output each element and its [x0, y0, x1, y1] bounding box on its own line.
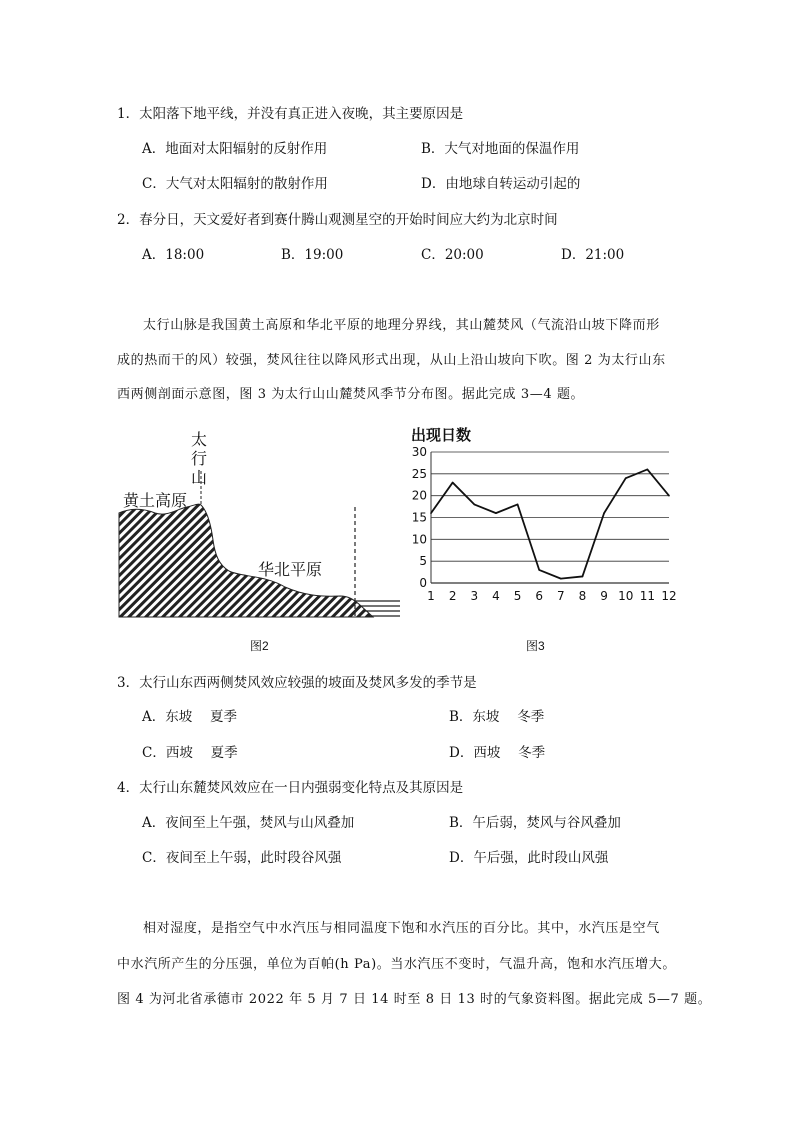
data-point-3: [473, 504, 475, 506]
data-point-8: [582, 576, 584, 578]
chart-title: 出现日数: [411, 426, 472, 444]
passage2-line-1: 相对湿度，是指空气中水汽压与相同温度下饱和水汽压的百分比。其中，水汽压是空气: [143, 921, 660, 936]
data-point-4: [495, 512, 497, 514]
q4-option-a: A．夜间至上午强，焚风与山风叠加: [142, 815, 355, 831]
q3-stem: 3．太行山东西两侧焚风效应较强的坡面及焚风多发的季节是: [117, 675, 477, 691]
data-point-1: [430, 512, 432, 514]
q1-option-b: B．大气对地面的保温作用: [421, 141, 580, 157]
y-tick-label-5: 5: [419, 554, 427, 569]
x-tick-label-10: 10: [618, 589, 634, 603]
x-tick-label-1: 1: [427, 589, 435, 603]
q1-stem: 1．太阳落下地平线，并没有真正进入夜晚，其主要原因是: [117, 106, 464, 122]
x-tick-label-6: 6: [535, 589, 544, 603]
label-plain: 华北平原: [258, 560, 323, 579]
terrain-profile: [119, 504, 373, 617]
data-point-12: [668, 495, 670, 497]
q4-option-c: C．夜间至上午弱，此时段谷风强: [142, 850, 342, 866]
q1-option-a: A．地面对太阳辐射的反射作用: [142, 141, 328, 157]
passage1-line-2: 成的热而干的风）较强，焚风往往以降风形式出现，从山上沿山坡向下吹。图 2 为太行山东: [117, 353, 666, 368]
data-point-6: [538, 569, 540, 571]
q4-option-d: D．午后强，此时段山风强: [449, 850, 609, 866]
q1-option-c: C．大气对太阳辐射的散射作用: [142, 176, 328, 192]
data-point-10: [625, 477, 627, 479]
q3-option-c: C．西坡 夏季: [142, 745, 238, 761]
passage2-line-2: 中水汽所产生的分压强，单位为百帕(h Pa)。当水汽压不变时，气温升高，饱和水汽压增大。: [117, 957, 676, 972]
x-tick-label-4: 4: [492, 589, 500, 603]
label-plateau: 黄土高原: [123, 491, 188, 510]
data-point-9: [603, 512, 605, 514]
data-point-2: [452, 482, 454, 484]
passage2-line-3: 图 4 为河北省承德市 2022 年 5 月 7 日 14 时至 8 日 13 时的气象资料图。据此完成 5—7 题。: [117, 992, 712, 1007]
data-point-11: [647, 469, 649, 471]
label-mountain-char-1: 太: [191, 430, 208, 449]
x-tick-label-2: 2: [448, 589, 457, 603]
q2-option-b: B．19:00: [281, 247, 344, 263]
passage1-line-3: 西两侧剖面示意图，图 3 为太行山山麓焚风季节分布图。据此完成 3—4 题。: [117, 387, 585, 402]
series-line: [431, 469, 669, 578]
figure-2-cross-section: [115, 425, 405, 625]
figure-2-caption: 图2: [250, 639, 269, 653]
figure-3-line-chart: [405, 422, 695, 607]
q2-option-c: C．20:00: [421, 247, 484, 263]
q3-option-a: A．东坡 夏季: [142, 709, 238, 725]
q2-stem: 2．春分日，天文爱好者到赛什腾山观测星空的开始时间应大约为北京时间: [117, 212, 558, 228]
x-tick-label-12: 12: [661, 589, 677, 603]
q4-option-b: B．午后弱，焚风与谷风叠加: [449, 815, 621, 831]
y-tick-label-30: 30: [411, 445, 427, 459]
x-tick-label-5: 5: [513, 589, 522, 603]
passage1-line-1: 太行山脉是我国黄土高原和华北平原的地理分界线，其山麓焚风（气流沿山坡下降而形: [143, 318, 660, 333]
y-tick-label-10: 10: [411, 532, 427, 547]
figure-3-caption: 图3: [526, 639, 545, 653]
y-tick-label-20: 20: [411, 488, 427, 503]
q3-option-d: D．西坡 冬季: [449, 745, 546, 761]
x-tick-label-3: 3: [470, 589, 479, 603]
x-tick-label-11: 11: [639, 589, 656, 603]
data-point-5: [517, 504, 519, 506]
q3-option-b: B．东坡 冬季: [449, 709, 545, 725]
x-tick-label-8: 8: [578, 589, 587, 603]
y-tick-label-0: 0: [419, 576, 427, 590]
x-tick-label-7: 7: [556, 589, 565, 603]
label-mountain-char-2: 行: [191, 449, 208, 468]
q4-stem: 4．太行山东麓焚风效应在一日内强弱变化特点及其原因是: [117, 780, 464, 796]
x-tick-label-9: 9: [600, 589, 608, 603]
q1-option-d: D．由地球自转运动引起的: [421, 176, 581, 192]
q2-option-d: D．21:00: [561, 247, 625, 263]
label-mountain-char-3: 山: [191, 468, 208, 487]
q2-option-a: A．18:00: [142, 247, 205, 263]
y-tick-label-15: 15: [411, 510, 427, 525]
y-tick-label-25: 25: [411, 466, 427, 481]
data-point-7: [560, 578, 562, 580]
